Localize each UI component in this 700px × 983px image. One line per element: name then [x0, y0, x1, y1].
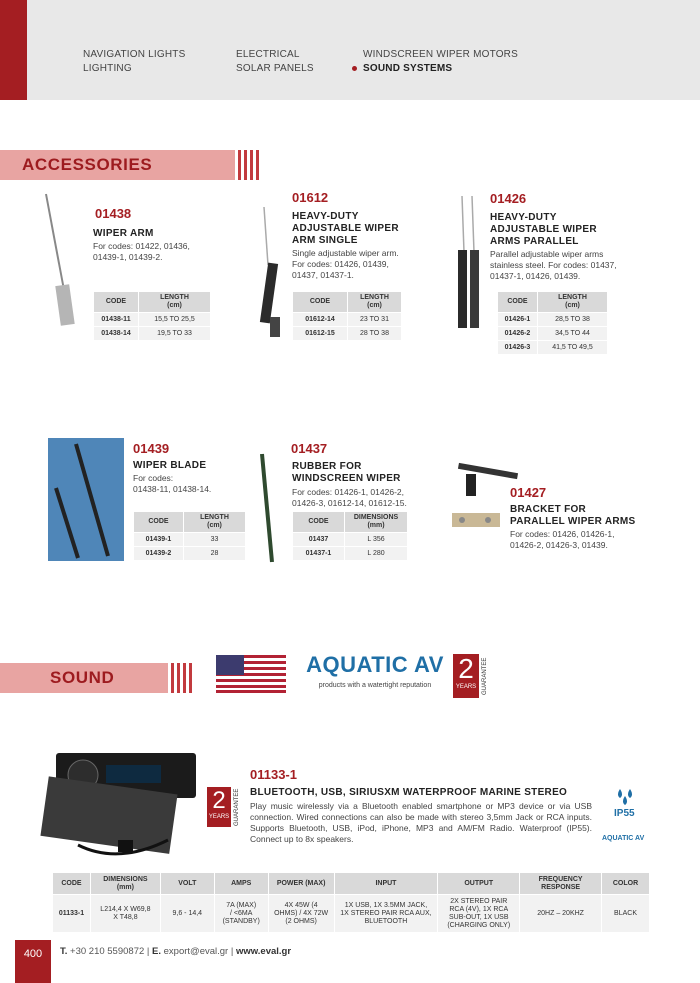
accessories-section-bar: [0, 150, 235, 180]
stereo-guarantee-number: 2: [212, 787, 226, 814]
stereo-guarantee-badge: [207, 787, 231, 827]
phone-label: T.: [60, 946, 68, 957]
ip55-label: IP55: [614, 808, 635, 819]
stereo-title: BLUETOOTH, USB, SIRIUSXM WATERPROOF MARINE STEREO: [250, 787, 568, 798]
spec-table-01612: CODE LENGTH (cm) 01612-14 23 TO 31 01612-15 28 TO 38: [292, 291, 402, 341]
stereo-spec-table: CODE DIMENSIONS (mm) VOLT AMPS POWER (MAX) INPUT OUTPUT FREQUENCY RESPONSE COLOR 01133-1 L214,4 X W69,8 X T48,8 9,6 - 14,4 7A (MAX) / <6MA (STANDBY) 4X 45W (4 OHMS) / 4X 72W (2 OHMS) 1X USB, 1X 3.5MM JACK, 1X STEREO PAIR RCA AUX, BLUETOOTH 2X STEREO PAIR RCA (4V), 1X RCA SUB-OUT, 1X USB (CHARGING ONLY) 20HZ – 20KHZ BLACK: [52, 872, 650, 933]
guarantee-years: YEARS: [455, 684, 477, 690]
rubber-wiper-image: [256, 450, 282, 565]
product-desc-01427: For codes: 01426, 01426-1, 01426-2, 01426-3, 01439.: [510, 529, 615, 550]
wiper-arm-image: [40, 190, 80, 330]
nav-wiper-motors[interactable]: WINDSCREEN WIPER MOTORS: [363, 49, 518, 60]
section-title-sound: SOUND: [50, 668, 115, 687]
product-desc-01438: For codes: 01422, 01436, 01439-1, 01439-2.: [93, 241, 190, 262]
product-code-01612: 01612: [292, 190, 329, 205]
stereo-image: [38, 745, 208, 870]
stereo-desc: Play music wirelessly via a Bluetooth enabled smartphone or MP3 device or via USB connection. Wired connections can also be made with stereo 3,5mm Jack or RCA inputs. Supports Bluetooth, USB, iPod, iPhone, MP3 and AM/FM Radio. Waterproof (IP55). Connect up to 8x speakers.: [250, 801, 592, 844]
product-title-01437: RUBBER FOR WINDSCREEN WIPER: [292, 461, 401, 484]
water-drops-icon: [614, 787, 638, 807]
product-desc-01612: Single adjustable wiper arm. For codes: 01426, 01439, 01437, 01437-1.: [292, 248, 399, 280]
sound-section-stripes: [171, 663, 192, 693]
section-stripes: [238, 150, 259, 180]
product-desc-01437: For codes: 01426-1, 01426-2, 01426-3, 01612-14, 01612-15.: [292, 487, 407, 508]
brand-name: AQUATIC AV: [306, 652, 444, 677]
product-code-01438: 01438: [95, 206, 132, 221]
product-code-01426: 01426: [490, 191, 527, 206]
aquatic-av-small-logo: AQUATIC AV: [602, 835, 645, 842]
spec-table-01439: CODE LENGTH (cm) 01439-1 33 01439-2 28: [133, 511, 246, 561]
guarantee-word: GUARANTEE: [482, 657, 488, 695]
spec-table-01438: CODE LENGTH (cm) 01438-11 15,5 TO 25,5 01438-14 19,5 TO 33: [93, 291, 211, 341]
product-title-01612: HEAVY-DUTY ADJUSTABLE WIPER ARM SINGLE: [292, 211, 399, 246]
footer-contact: T. +30 210 5590872 | E. export@eval.gr | www.eval.gr: [60, 946, 292, 957]
guarantee-number: 2: [458, 653, 474, 684]
header-red-tab: [0, 0, 27, 100]
product-code-01439: 01439: [133, 441, 170, 456]
wiper-arm-single-image: [258, 205, 288, 340]
guarantee-badge: [453, 654, 479, 698]
product-title-01439: WIPER BLADE: [133, 460, 207, 471]
spec-table-01426: CODE LENGTH (cm) 01426-1 28,5 TO 38 01426-2 34,5 TO 44 01426-3 41,5 TO 49,5: [497, 291, 608, 355]
email-link[interactable]: export@eval.gr: [163, 946, 229, 957]
phone-number: +30 210 5590872: [70, 946, 145, 957]
aquatic-av-logo: [300, 652, 450, 696]
spec-table-01437: CODE DIMENSIONS (mm) 01437 L 356 01437-1 L 280: [292, 511, 408, 561]
product-code-01427: 01427: [510, 485, 547, 500]
us-flag-icon: [216, 655, 286, 693]
wiper-blade-image: [48, 438, 124, 561]
product-code-01437: 01437: [291, 441, 328, 456]
product-title-01438: WIPER ARM: [93, 228, 154, 239]
nav-solar-panels[interactable]: SOLAR PANELS: [236, 63, 314, 74]
page-number: 400: [15, 940, 51, 983]
product-code-01133-1: 01133-1: [250, 767, 297, 782]
active-nav-dot: [352, 66, 357, 71]
brand-tagline: products with a watertight reputation: [318, 682, 432, 689]
product-desc-01426: Parallel adjustable wiper arms stainless steel. For codes: 01437, 01437-1, 01426, 01439.: [490, 249, 617, 281]
nav-lighting[interactable]: LIGHTING: [83, 63, 132, 74]
website-link[interactable]: www.eval.gr: [235, 946, 292, 957]
wiper-arms-parallel-image: [452, 192, 488, 337]
section-title-accessories: ACCESSORIES: [22, 155, 153, 174]
nav-sound-systems[interactable]: SOUND SYSTEMS: [363, 63, 453, 74]
product-title-01426: HEAVY-DUTY ADJUSTABLE WIPER ARMS PARALLEL: [490, 212, 597, 247]
email-label: E.: [152, 946, 161, 957]
sound-section-bar: [0, 663, 168, 693]
nav-navigation-lights[interactable]: NAVIGATION LIGHTS: [83, 49, 186, 60]
product-desc-01439: For codes: 01438-11, 01438-14.: [133, 473, 212, 494]
product-title-01427: BRACKET FOR PARALLEL WIPER ARMS: [510, 504, 636, 527]
stereo-guarantee-years: YEARS: [208, 814, 230, 820]
stereo-guarantee-word: GUARANTEE: [234, 788, 240, 826]
nav-electrical[interactable]: ELECTRICAL: [236, 49, 300, 60]
